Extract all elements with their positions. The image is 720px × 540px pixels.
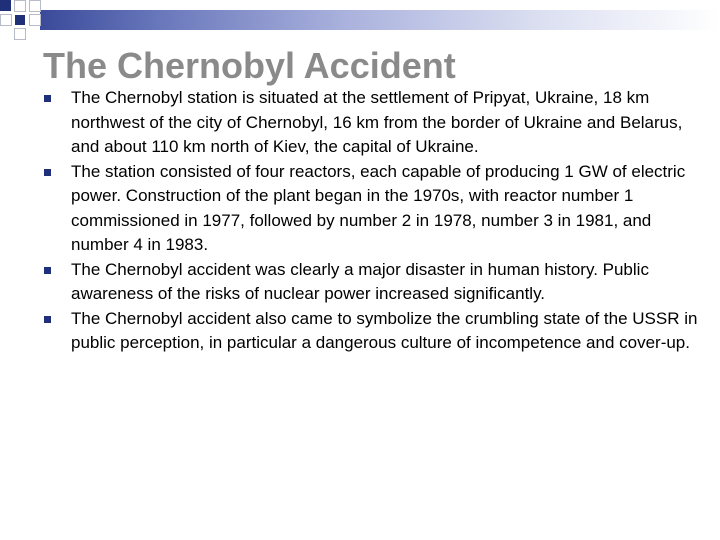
bullet-square-icon [44, 169, 51, 176]
decorative-square [0, 14, 12, 26]
bullet-item [44, 307, 698, 356]
decorative-square [14, 0, 26, 12]
bullet-list [44, 86, 698, 356]
bullet-item [44, 258, 698, 307]
bullet-square-icon [44, 267, 51, 274]
bullet-text: The station consisted of four reactors, each capable of producing 1 GW of electric power. Construction of the plant began in the 1970s, with reactor number 1 commissioned in 1977, followed by number 2 in 1978, number 3 in 1981, and number 4 in 1983. [71, 161, 686, 254]
bullet-text: The Chernobyl accident also came to symbolize the crumbling state of the USSR in public perception, in particular a dangerous culture of incompetence and cover-up. [71, 308, 698, 352]
slide-title: The Chernobyl Accident [43, 45, 456, 86]
bullet-text: The Chernobyl accident was clearly a major disaster in human history. Public awareness of the risks of nuclear power increased significantly. [71, 259, 649, 303]
bullet-text: The Chernobyl station is situated at the settlement of Pripyat, Ukraine, 18 km northwest of the city of Chernobyl, 16 km from the border of Ukraine and Belarus, and about 110 km north of Kiev, the capital of Ukraine. [71, 88, 683, 156]
decorative-square [29, 0, 41, 12]
header-gradient-bar [40, 10, 720, 30]
decorative-square [0, 0, 11, 11]
decorative-square [15, 15, 25, 25]
bullet-item [44, 160, 698, 258]
decorative-square [14, 28, 26, 40]
bullet-item [44, 86, 698, 160]
bullet-square-icon [44, 316, 51, 323]
decorative-square [29, 14, 41, 26]
bullet-square-icon [44, 95, 51, 102]
